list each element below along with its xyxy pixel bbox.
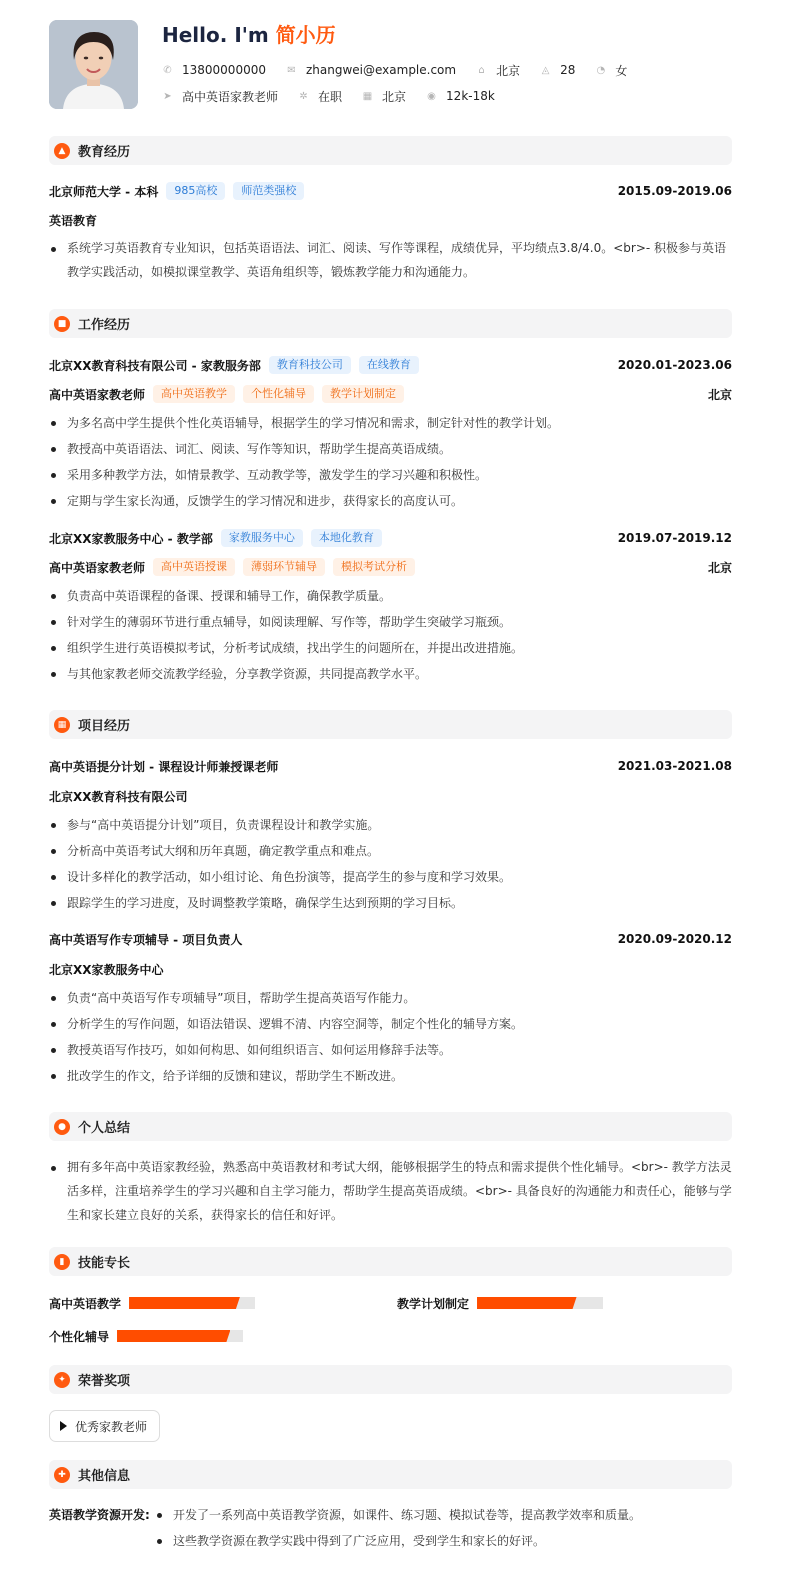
work-role-row bbox=[49, 384, 732, 404]
award-item bbox=[49, 1410, 160, 1442]
project-period: 2020.09-2020.12 bbox=[617, 932, 732, 946]
section-project bbox=[49, 710, 732, 739]
project-title-row bbox=[49, 756, 732, 776]
project-title-row bbox=[49, 929, 732, 949]
avatar bbox=[49, 20, 138, 109]
list-item: 设计多样化的教学活动，如小组讨论、角色扮演等，提高学生的参与度和学习效果。 bbox=[49, 864, 732, 890]
major-name: 英语教育 bbox=[49, 213, 98, 228]
other-bullets bbox=[155, 1502, 732, 1554]
graduation-cap-icon: ▲ bbox=[54, 143, 70, 159]
skill-item bbox=[49, 1327, 243, 1345]
list-item: 负责高中英语课程的备课、授课和辅导工作，确保教学质量。 bbox=[49, 583, 732, 609]
work-period: 2019.07-2019.12 bbox=[617, 531, 732, 545]
play-icon bbox=[60, 1421, 67, 1431]
section-title: 技能专长 bbox=[78, 1256, 131, 1271]
greeting-text: Hello. I'm bbox=[162, 23, 276, 47]
role-name: 高中英语家教老师 bbox=[49, 387, 146, 402]
award-name: 优秀家教老师 bbox=[75, 1419, 148, 1434]
contact-email: ✉ zhangwei@example.com bbox=[287, 63, 457, 77]
school-tag: 师范类强校 bbox=[233, 182, 304, 200]
section-title: 荣誉奖项 bbox=[78, 1374, 131, 1389]
info-icon: ✚ bbox=[54, 1467, 70, 1483]
list-item: 针对学生的薄弱环节进行重点辅导，如阅读理解、写作等，帮助学生突破学习瓶颈。 bbox=[49, 609, 732, 635]
intent-salary: ◉ 12k-18k bbox=[427, 89, 495, 103]
role-tag: 薄弱环节辅导 bbox=[243, 558, 325, 576]
list-item: 分析学生的写作问题，如语法错误、逻辑不清、内容空洞等，制定个性化的辅导方案。 bbox=[49, 1011, 732, 1037]
project-org: 北京XX家教服务中心 bbox=[49, 962, 164, 977]
list-item: 分析高中英语考试大纲和历年真题，确定教学重点和难点。 bbox=[49, 838, 732, 864]
skill-item bbox=[49, 1294, 255, 1312]
intent-status: ✲ 在职 bbox=[299, 89, 343, 104]
skill-bar-fill bbox=[129, 1297, 240, 1309]
role-name: 高中英语家教老师 bbox=[49, 560, 146, 575]
list-item: 开发了一系列高中英语教学资源，如课件、练习题、模拟试卷等，提高教学效率和质量。 bbox=[155, 1502, 732, 1528]
home-icon: ⌂ bbox=[478, 64, 485, 76]
list-item: 负责“高中英语写作专项辅导”项目，帮助学生提高英语写作能力。 bbox=[49, 985, 732, 1011]
contact-row bbox=[162, 61, 647, 79]
skill-bar-fill bbox=[477, 1297, 577, 1309]
list-item: 教授英语写作技巧，如如何构思、如何组织语言、如何运用修辞手法等。 bbox=[49, 1037, 732, 1063]
bar-chart-icon: ▮ bbox=[54, 1254, 70, 1270]
company-name: 北京XX家教服务中心 - 教学部 bbox=[49, 531, 213, 546]
briefcase-icon: ■ bbox=[54, 316, 70, 332]
contact-location: ⌂ 北京 bbox=[476, 62, 520, 79]
medal-icon: ✦ bbox=[54, 1372, 70, 1388]
section-honors bbox=[49, 1365, 732, 1394]
education-period: 2015.09-2019.06 bbox=[617, 184, 732, 198]
list-item: 定期与学生家长沟通，反馈学生的学习情况和进步，获得家长的高度认可。 bbox=[49, 488, 732, 514]
role-tag: 教学计划制定 bbox=[322, 385, 404, 403]
project-org-row bbox=[49, 959, 732, 979]
project-bullets bbox=[49, 985, 732, 1089]
job-intent-row bbox=[162, 87, 515, 105]
list-item: 拥有多年高中英语家教经验，熟悉高中英语教材和考试大纲，能够根据学生的特点和需求提供个性化辅导。<br>- 教学方法灵活多样，注重培养学生的学习兴趣和自主学习能力，帮助学生提高英语成绩。<br>- 具备良好的沟通能力和责任心，能够与学生和家长建立良好的关系，获得家长的信任和好评。 bbox=[49, 1155, 732, 1227]
major-row bbox=[49, 210, 732, 230]
avatar-portrait bbox=[49, 20, 138, 109]
section-education bbox=[49, 136, 732, 165]
project-title: 高中英语写作专项辅导 - 项目负责人 bbox=[49, 932, 243, 947]
skill-name: 个性化辅导 bbox=[49, 1329, 110, 1344]
project-org-row bbox=[49, 786, 732, 806]
section-skills bbox=[49, 1247, 732, 1276]
work-city: 北京 bbox=[707, 387, 732, 402]
school-name: 北京师范大学 - 本科 bbox=[49, 184, 159, 199]
send-icon: ➤ bbox=[163, 90, 172, 102]
contact-phone: ✆ 13800000000 bbox=[163, 63, 266, 77]
status-icon: ✲ bbox=[299, 90, 308, 102]
role-tag: 高中英语教学 bbox=[153, 385, 235, 403]
company-tag: 家教服务中心 bbox=[221, 529, 303, 547]
list-item: 系统学习英语教育专业知识，包括英语语法、词汇、阅读、写作等课程，成绩优异，平均绩点3.8/4.0。<br>- 积极参与英语教学实践活动，如模拟课堂教学、英语角组织等，锻炼教学能力和沟通能力。 bbox=[49, 236, 732, 284]
intent-position: ➤ 高中英语家教老师 bbox=[163, 89, 279, 104]
role-tag: 模拟考试分析 bbox=[333, 558, 415, 576]
list-item: 为多名高中学生提供个性化英语辅导，根据学生的学习情况和需求，制定针对性的教学计划。 bbox=[49, 410, 732, 436]
work-city: 北京 bbox=[707, 560, 732, 575]
role-tag: 高中英语授课 bbox=[153, 558, 235, 576]
school-tag: 985高校 bbox=[166, 182, 225, 200]
age-icon: ◬ bbox=[541, 64, 550, 76]
section-work bbox=[49, 309, 732, 338]
work-company-row bbox=[49, 355, 732, 375]
greeting-title bbox=[162, 19, 336, 48]
work-bullets bbox=[49, 410, 732, 514]
list-item: 这些教学资源在教学实践中得到了广泛应用，受到学生和家长的好评。 bbox=[155, 1528, 732, 1554]
other-label: 英语教学资源开发: bbox=[49, 1508, 150, 1522]
mail-icon: ✉ bbox=[287, 64, 296, 76]
skill-bar bbox=[477, 1297, 603, 1309]
list-item: 教授高中英语语法、词汇、阅读、写作等知识，帮助学生提高英语成绩。 bbox=[49, 436, 732, 462]
role-tag: 个性化辅导 bbox=[243, 385, 314, 403]
company-tag: 在线教育 bbox=[359, 356, 419, 374]
section-title: 其他信息 bbox=[78, 1469, 131, 1484]
section-title: 教育经历 bbox=[78, 145, 131, 160]
project-bullets bbox=[49, 812, 732, 916]
skill-name: 教学计划制定 bbox=[397, 1296, 470, 1311]
list-item: 采用多种教学方法，如情景教学、互动教学等，激发学生的学习兴趣和积极性。 bbox=[49, 462, 732, 488]
education-bullets bbox=[49, 236, 732, 284]
project-org: 北京XX教育科技有限公司 bbox=[49, 789, 188, 804]
work-role-row bbox=[49, 557, 732, 577]
skill-item bbox=[397, 1294, 603, 1312]
company-name: 北京XX教育科技有限公司 - 家教服务部 bbox=[49, 358, 261, 373]
section-summary bbox=[49, 1112, 732, 1141]
list-item: 与其他家教老师交流教学经验，分享教学资源，共同提高教学水平。 bbox=[49, 661, 732, 687]
project-title: 高中英语提分计划 - 课程设计师兼授课老师 bbox=[49, 759, 279, 774]
summary-bullets bbox=[49, 1155, 732, 1227]
contact-gender: ◔ 女 bbox=[596, 63, 628, 78]
list-item: 批改学生的作文，给予详细的反馈和建议，帮助学生不断改进。 bbox=[49, 1063, 732, 1089]
company-tag: 本地化教育 bbox=[311, 529, 382, 547]
skill-bar bbox=[117, 1330, 243, 1342]
section-title: 工作经历 bbox=[78, 318, 131, 333]
intent-city: ▦ 北京 bbox=[362, 89, 407, 104]
grid-icon: ▦ bbox=[54, 717, 70, 733]
work-company-row bbox=[49, 528, 732, 548]
list-item: 参与“高中英语提分计划”项目，负责课程设计和教学实施。 bbox=[49, 812, 732, 838]
project-period: 2021.03-2021.08 bbox=[617, 759, 732, 773]
section-other bbox=[49, 1460, 732, 1489]
section-title: 个人总结 bbox=[78, 1121, 131, 1136]
skill-bar bbox=[129, 1297, 255, 1309]
work-period: 2020.01-2023.06 bbox=[617, 358, 732, 372]
skill-bar-fill bbox=[117, 1330, 230, 1342]
list-item: 跟踪学生的学习进度，及时调整教学策略，确保学生达到预期的学习目标。 bbox=[49, 890, 732, 916]
user-icon: ● bbox=[54, 1119, 70, 1135]
salary-icon: ◉ bbox=[427, 90, 436, 102]
skill-name: 高中英语教学 bbox=[49, 1296, 122, 1311]
section-title: 项目经历 bbox=[78, 719, 131, 734]
work-bullets bbox=[49, 583, 732, 687]
gender-icon: ◔ bbox=[596, 64, 606, 76]
contact-age: ◬ 28 bbox=[541, 63, 576, 77]
list-item: 组织学生进行英语模拟考试，分析考试成绩，找出学生的问题所在，并提出改进措施。 bbox=[49, 635, 732, 661]
phone-icon: ✆ bbox=[163, 64, 172, 76]
candidate-name: 简小历 bbox=[275, 23, 336, 47]
education-row bbox=[49, 181, 732, 201]
building-icon: ▦ bbox=[362, 90, 373, 102]
company-tag: 教育科技公司 bbox=[269, 356, 351, 374]
